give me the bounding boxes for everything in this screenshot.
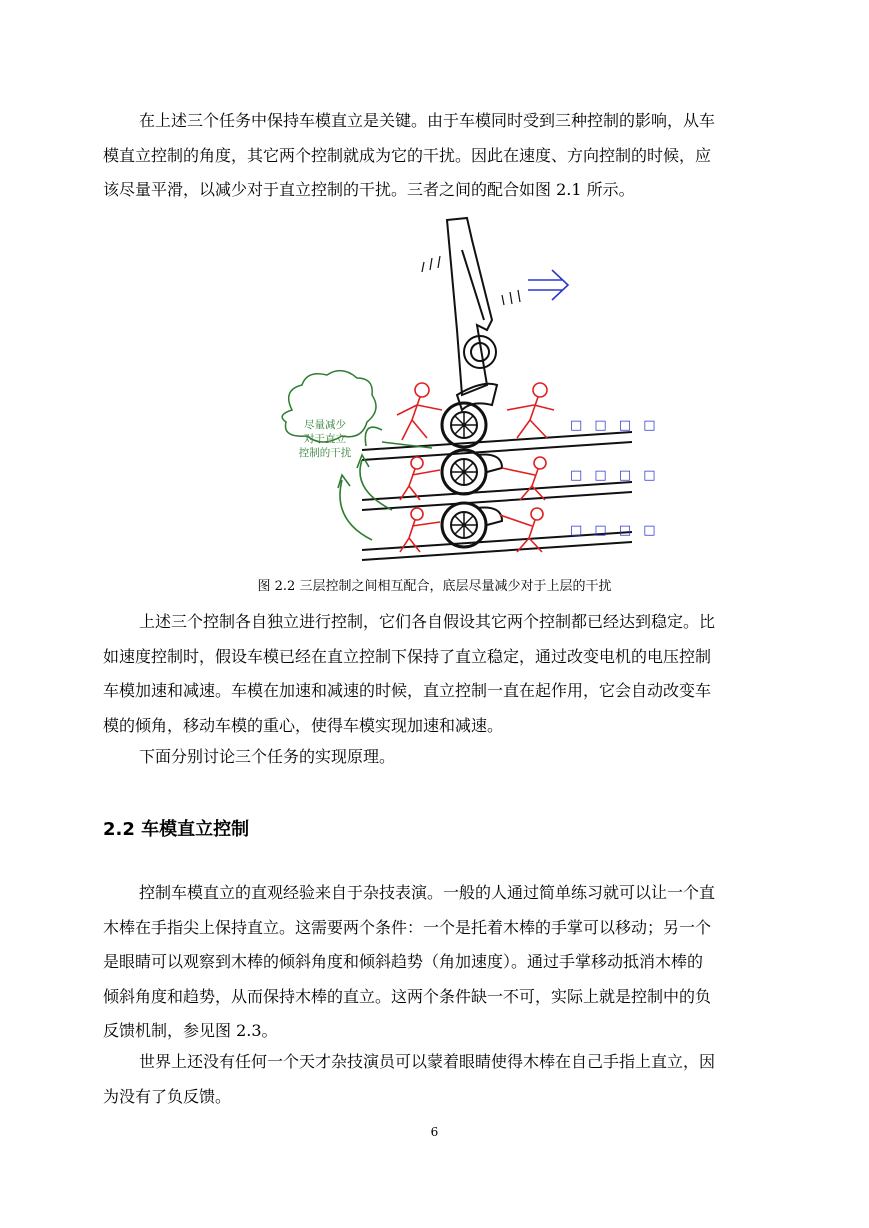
text-line: 木棒在手指尖上保持直立。这需要两个条件：一个是托着木棒的手掌可以移动；另一个: [103, 917, 712, 937]
paragraph-3: [103, 740, 769, 775]
text-line: 下面分别讨论三个任务的实现原理。: [139, 747, 396, 766]
figure-illustration: [262, 210, 642, 570]
cloud-text-line: 控制的干扰: [298, 447, 352, 459]
text-line: 倾斜角度和趋势，从而保持木棒的直立。这两个条件缺一不可，实际上就是控制中的负: [103, 986, 712, 1006]
direction-arrow-icon: [528, 270, 568, 300]
text-line: 为没有了负反馈。: [103, 1086, 232, 1106]
layer-label-top: □ □ □ □: [570, 418, 660, 433]
figure-2-2: [262, 210, 642, 570]
cloud-text: [290, 418, 360, 460]
paragraph-2: [103, 605, 769, 743]
text-line: 世界上还没有任何一个天才杂技演员可以蒙着眼睛使得木棒在自己手指上直立，因: [139, 1052, 716, 1071]
section-heading: 2.2 车模直立控制: [103, 819, 250, 840]
text-line: 模直立控制的角度，其它两个控制就成为它的干扰。因此在速度、方向控制的时候，应: [103, 145, 712, 165]
paragraph-5: [103, 1045, 769, 1114]
figure-caption: 图 2.2 三层控制之间相互配合，底层尽量减少对于上层的干扰: [257, 579, 612, 594]
text-line: 模的倾角，移动车模的重心，使得车模实现加速和减速。: [103, 715, 504, 735]
upright-car-icon: [442, 218, 502, 547]
text-line: 该尽量平滑，以减少对于直立控制的干扰。三者之间的配合如图 2.1 所示。: [103, 180, 635, 199]
text-line: 在上述三个任务中保持车模直立是关键。由于车模同时受到三种控制的影响，从车: [139, 111, 716, 130]
cloud-text-line: 尽量减少: [304, 419, 346, 431]
page-number: 6: [430, 1125, 439, 1139]
layer-label-bottom: □ □ □ □: [570, 523, 660, 538]
paragraph-4: [103, 876, 769, 1049]
text-line: 控制车模直立的直观经验来自于杂技表演。一般的人通过简单练习就可以让一个直: [139, 883, 716, 902]
text-line: 如速度控制时，假设车模已经在直立控制下保持了直立稳定，通过改变电机的电压控制: [103, 646, 712, 666]
text-line: 反馈机制，参见图 2.3。: [103, 1021, 278, 1040]
text-line: 车模加速和减速。车模在加速和减速的时候，直立控制一直在起作用，它会自动改变车: [103, 681, 712, 700]
text-line: 上述三个控制各自独立进行控制，它们各自假设其它两个控制都已经达到稳定。比: [139, 612, 716, 631]
paragraph-1: [103, 104, 769, 208]
cloud-text-line: 对于直立: [304, 433, 346, 445]
text-line: 是眼睛可以观察到木棒的倾斜角度和倾斜趋势（角加速度）。通过手掌移动抵消木棒的: [103, 952, 704, 971]
layer-label-middle: □ □ □ □: [570, 468, 660, 483]
